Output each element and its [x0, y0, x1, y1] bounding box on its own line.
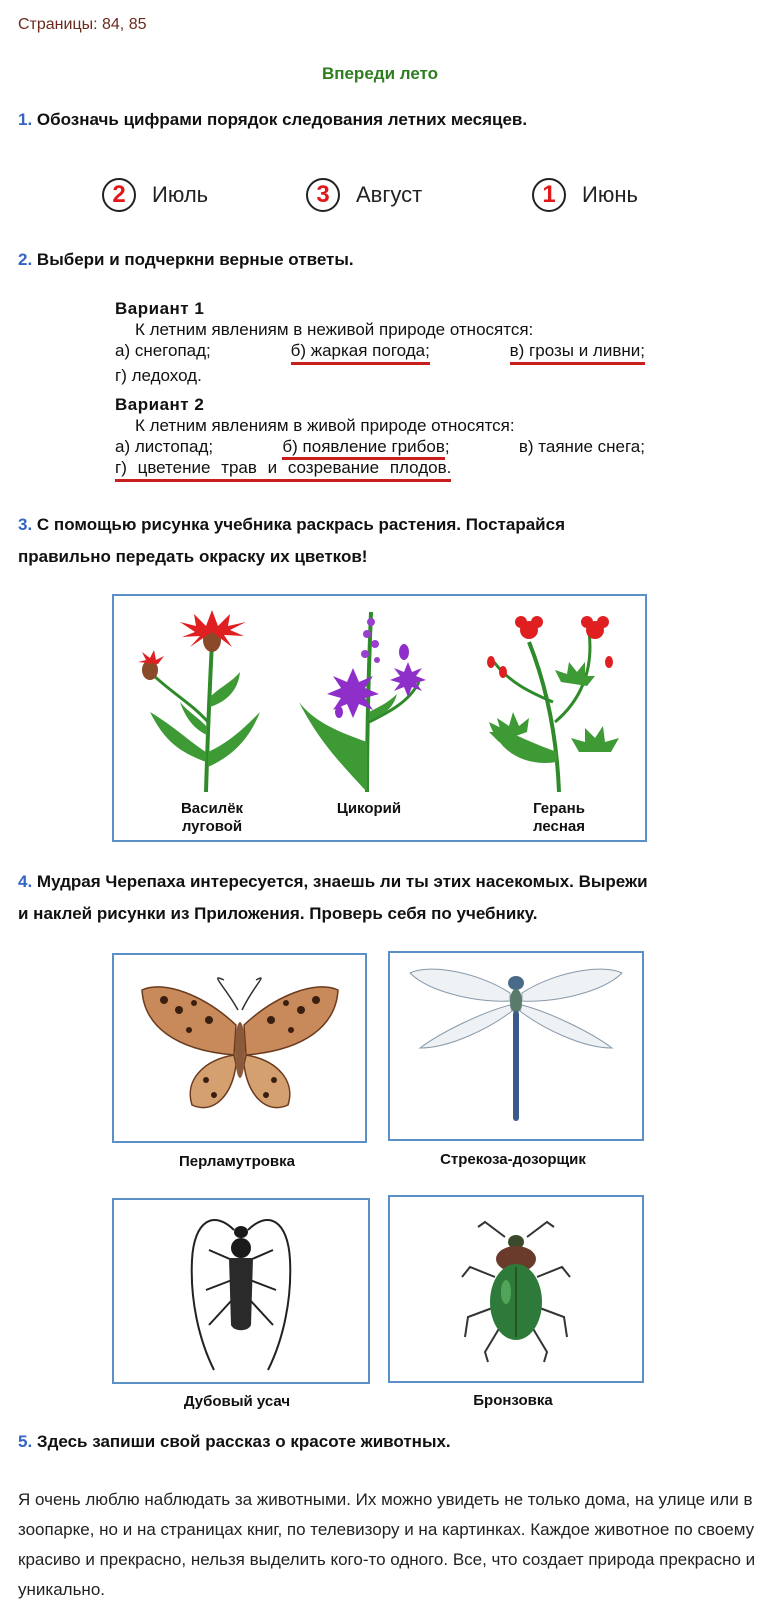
chafer-illustration — [390, 1197, 642, 1381]
variant-1-options — [115, 340, 645, 365]
dragonfly-illustration — [390, 953, 642, 1139]
plant-label: Василёк луговой — [180, 800, 244, 835]
chicory-illustration — [289, 602, 459, 797]
option-b-underlined: б) жаркая погода; — [291, 340, 430, 365]
task-text-line-2: и наклей рисунки из Приложения. Проверь себя по учебнику. — [18, 904, 538, 923]
task-2-prompt — [18, 244, 758, 276]
insect-label: Перламутровка — [179, 1153, 295, 1170]
cornflower-illustration — [120, 602, 280, 797]
task-3-prompt — [18, 509, 758, 573]
variant-2-heading: Вариант 2 — [115, 395, 205, 414]
task-4-prompt — [18, 866, 758, 930]
option-a: а) листопад; — [115, 437, 214, 456]
variants-block — [115, 298, 645, 482]
order-number-circle: 2 — [102, 178, 136, 212]
option-a: а) снегопад; — [115, 341, 211, 360]
task-text: Здесь запиши свой рассказ о красоте животных. — [36, 1432, 451, 1451]
task-1-prompt — [18, 104, 758, 136]
page-title: Впереди лето — [321, 64, 439, 83]
month-name: Июнь — [582, 182, 638, 207]
month-name: Июль — [152, 182, 209, 207]
variant-1-intro — [115, 319, 645, 340]
task-text-line-1: С помощью рисунка учебника раскрась растения. Постарайся — [36, 515, 565, 534]
plant-label: Цикорий — [336, 800, 402, 817]
month-item — [532, 175, 638, 215]
plant-label: Герань лесная — [533, 800, 585, 835]
month-name: Август — [356, 182, 423, 207]
variant-2-options-2 — [115, 457, 645, 482]
task-number: 4. — [18, 872, 33, 891]
task-number: 2. — [18, 250, 33, 269]
separator: ; — [444, 437, 450, 456]
dragonfly-frame — [388, 951, 644, 1141]
option-b-underlined: б) появление грибов — [282, 437, 444, 460]
butterfly-frame — [112, 953, 367, 1143]
month-item — [306, 175, 422, 215]
insect-label: Стрекоза-дозорщик — [440, 1151, 586, 1168]
option-c: в) таяние снега; — [518, 437, 645, 456]
option-b-wrap — [282, 436, 449, 457]
chafer-frame — [388, 1195, 644, 1383]
task-text: Выбери и подчеркни верные ответы. — [36, 250, 354, 269]
variant-2-options — [115, 436, 645, 457]
longhorn-beetle-frame — [112, 1198, 370, 1384]
option-c-underlined: в) грозы и ливни; — [510, 340, 645, 365]
task-number: 1. — [18, 110, 33, 129]
task-number: 5. — [18, 1432, 33, 1451]
plants-frame — [112, 594, 647, 842]
longhorn-beetle-illustration — [114, 1200, 368, 1382]
order-number-circle: 1 — [532, 178, 566, 212]
geranium-illustration — [469, 602, 644, 797]
task-text-line-1: Мудрая Черепаха интересуется, знаешь ли ты этих насекомых. Вырежи — [36, 872, 648, 891]
task-text: Обозначь цифрами порядок следования летних месяцев. — [36, 110, 528, 129]
insect-label: Дубовый усач — [183, 1393, 291, 1410]
order-number-circle: 3 — [306, 178, 340, 212]
option-d-underlined: г) цветение трав и созревание плодов. — [115, 457, 451, 482]
butterfly-illustration — [114, 955, 365, 1141]
month-item — [102, 175, 208, 215]
intro-text: К летним явлениям в живой природе относятся: — [135, 416, 515, 435]
variant-2-intro — [115, 415, 645, 436]
task-text-line-2: правильно передать окраску их цветков! — [18, 547, 368, 566]
task-number: 3. — [18, 515, 33, 534]
insect-label: Бронзовка — [473, 1392, 553, 1409]
option-d: г) ледоход. — [115, 366, 202, 385]
task-5-prompt — [18, 1426, 758, 1458]
intro-text: К летним явлениям в неживой природе относятся: — [135, 320, 534, 339]
variant-1-options-2 — [115, 365, 645, 386]
months-row — [0, 175, 776, 215]
pages-reference: Страницы: 84, 85 — [18, 16, 147, 33]
story-text: Я очень люблю наблюдать за животными. Их можно увидеть не только дома, на улице или в зоопарке, но и на страницах книг, по телевизору и на картинках. Каждое животное по своему красиво и прекрасно, нельзя выделить кого-то одного. Все, что создает природа прекрасно и уникально. — [18, 1490, 756, 1599]
variant-1-heading: Вариант 1 — [115, 299, 205, 318]
